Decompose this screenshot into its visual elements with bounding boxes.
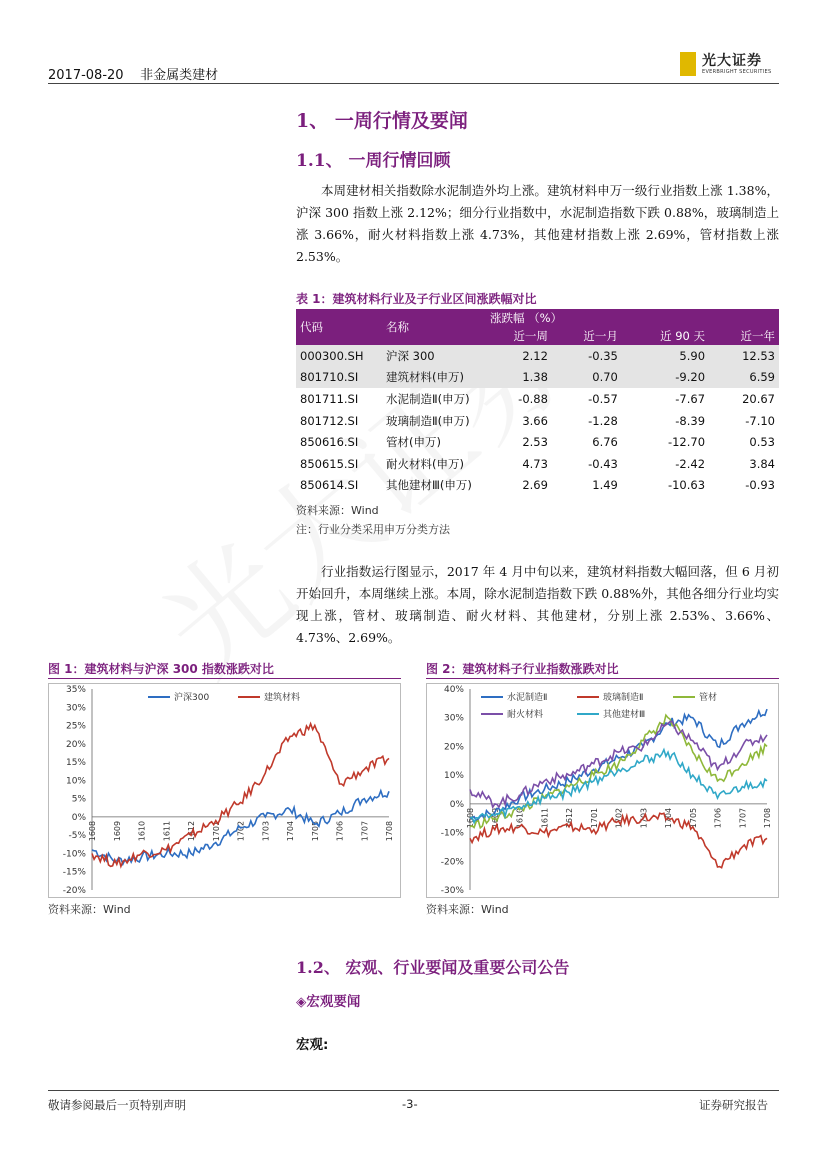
cell-w: -0.88 <box>518 391 548 406</box>
cell-name: 玻璃制造Ⅱ(申万) <box>386 413 470 428</box>
x-tick-label: 1609 <box>490 807 500 829</box>
x-tick-label: 1608 <box>88 820 97 842</box>
table-row <box>296 431 779 453</box>
header-date-section: 2017-08-20 非金属类建材 <box>48 68 219 83</box>
footer-report-type: 证券研究报告 <box>699 1098 768 1112</box>
cell-y: 3.84 <box>749 456 775 471</box>
x-tick-label: 1703 <box>261 820 271 842</box>
cell-code: 801711.SI <box>300 391 359 406</box>
cell-w: 4.73 <box>522 456 548 471</box>
cell-w: 3.66 <box>522 413 548 428</box>
cell-m: 6.76 <box>592 435 618 450</box>
legend-label: 管材 <box>699 693 718 703</box>
x-tick-label: 1705 <box>688 807 698 829</box>
figure-2-divider <box>426 678 779 679</box>
performance-table <box>296 309 779 496</box>
x-tick-label: 1701 <box>211 820 221 842</box>
weekly-review-paragraph <box>296 180 779 268</box>
cell-m: 0.70 <box>552 367 622 389</box>
section-1-1-title: 1.1、 一周行情回顾 <box>296 151 451 171</box>
cell-name: 沪深 300 <box>382 345 482 367</box>
table-row <box>296 410 779 432</box>
table-row <box>296 475 779 497</box>
x-tick-label: 1705 <box>310 820 320 842</box>
y-tick-label: 30% <box>443 713 464 724</box>
x-tick-label: 1703 <box>639 807 649 829</box>
macro-label: 宏观: <box>296 1037 329 1053</box>
cell-name: 耐火材料(申万) <box>386 456 464 471</box>
y-tick-label: -20% <box>62 886 86 896</box>
y-tick-label: 15% <box>65 758 86 769</box>
x-tick-label: 1609 <box>112 820 122 842</box>
x-tick-label: 1610 <box>137 820 147 842</box>
cell-d90: -12.70 <box>667 435 706 450</box>
figure-1-title: 图 1：建筑材料与沪深 300 指数涨跌对比 <box>48 662 274 676</box>
cell-m: -1.28 <box>588 413 618 428</box>
y-tick-label: -30% <box>440 886 464 896</box>
legend-label: 玻璃制造Ⅱ <box>603 693 644 703</box>
x-tick-label: 1708 <box>385 820 394 842</box>
table-1-title: 表 1：建筑材料行业及子行业区间涨跌幅对比 <box>296 292 537 306</box>
table-row <box>296 367 779 389</box>
footer-divider <box>48 1090 779 1091</box>
x-tick-label: 1701 <box>589 807 599 829</box>
chart-1 <box>48 683 401 898</box>
y-tick-label: 25% <box>65 721 86 732</box>
y-tick-label: 0% <box>71 812 86 823</box>
cell-y: 20.67 <box>742 391 775 406</box>
figure-2-title: 图 2：建筑材料子行业指数涨跌对比 <box>426 662 619 676</box>
y-tick-label: 30% <box>65 703 86 714</box>
section-1-2-title: 1.2、 宏观、行业要闻及重要公司公告 <box>296 958 570 977</box>
col-header-name: 名称 <box>382 309 482 345</box>
col-header-period: 近一年 <box>709 327 779 345</box>
cell-m: -0.57 <box>588 391 618 406</box>
cell-y: 0.53 <box>749 435 775 450</box>
x-tick-label: 1612 <box>187 820 196 842</box>
cell-d90: 5.90 <box>622 345 709 367</box>
logo-text-en: EVERBRIGHT SECURITIES <box>702 69 772 75</box>
y-tick-label: 20% <box>443 742 464 753</box>
cell-m: -0.35 <box>552 345 622 367</box>
figure-1-divider <box>48 678 401 679</box>
figure-1-source: 资料来源：Wind <box>48 903 131 916</box>
chart-2 <box>426 683 779 898</box>
y-tick-label: 0% <box>449 799 464 810</box>
x-tick-label: 1612 <box>565 807 574 829</box>
y-tick-label: 10% <box>65 776 86 787</box>
logo-text-cn: 光大证券 <box>702 53 762 69</box>
table-row <box>296 388 779 410</box>
cell-name: 管材(申万) <box>386 435 441 450</box>
col-header-period: 近 90 天 <box>622 327 709 345</box>
x-tick-label: 1611 <box>162 820 172 842</box>
x-tick-label: 1708 <box>763 807 772 829</box>
cell-w: 2.53 <box>522 435 548 450</box>
cell-y: -0.93 <box>745 478 775 493</box>
cell-w: 2.69 <box>522 478 548 493</box>
cell-d90: -8.39 <box>675 413 706 428</box>
table-row <box>296 345 779 367</box>
cell-w: 1.38 <box>482 367 552 389</box>
trend-text: 行业指数运行图显示，2017 年 4 月中旬以来，建筑材料指数大幅回落，但 6 月初开始回升，本周继续上涨。本周，除水泥制造指数下跌 0.88%外，其他各细分行业均实现上涨，管材、玻璃制造、耐火材料、其他建材，分别上涨 2.53%、3.66%、4.73%、2.69%。 <box>296 564 779 645</box>
y-tick-label: 35% <box>65 685 86 695</box>
col-header-period: 近一月 <box>552 327 622 345</box>
chart-frame <box>49 684 401 898</box>
y-tick-label: -10% <box>440 828 464 839</box>
y-tick-label: -10% <box>62 849 86 860</box>
x-tick-label: 1707 <box>360 820 370 842</box>
cell-d90: -9.20 <box>622 367 709 389</box>
legend-label: 建筑材料 <box>264 693 301 703</box>
cell-name: 其他建材Ⅲ(申万) <box>386 478 472 493</box>
x-tick-label: 1704 <box>286 820 295 842</box>
trend-paragraph <box>296 561 779 649</box>
footer-disclaimer: 敬请参阅最后一页特别声明 <box>48 1098 186 1112</box>
legend-label: 耐火材料 <box>507 710 544 720</box>
col-header-code: 代码 <box>296 309 382 345</box>
x-tick-label: 1702 <box>236 820 246 842</box>
cell-code: 850615.SI <box>300 456 359 471</box>
y-tick-label: 5% <box>71 794 86 805</box>
x-tick-label: 1608 <box>466 807 475 829</box>
y-tick-label: 10% <box>443 771 464 782</box>
y-tick-label: -15% <box>62 867 86 878</box>
cell-d90: -7.67 <box>675 391 706 406</box>
cell-name: 水泥制造Ⅱ(申万) <box>386 391 470 406</box>
macro-news-heading: ◈宏观要闻 <box>296 994 361 1010</box>
x-tick-label: 1610 <box>515 807 525 829</box>
x-tick-label: 1704 <box>664 807 673 829</box>
header-divider <box>48 83 779 84</box>
table-row <box>296 453 779 475</box>
cell-d90: -10.63 <box>667 478 706 493</box>
legend-label: 沪深300 <box>174 693 210 703</box>
logo-mark-icon <box>680 52 696 76</box>
cell-code: 850616.SI <box>300 435 359 450</box>
y-tick-label: 20% <box>65 739 86 750</box>
page-number: -3- <box>402 1097 418 1111</box>
cell-d90: -2.42 <box>675 456 706 471</box>
cell-code: 801712.SI <box>300 413 359 428</box>
x-tick-label: 1706 <box>335 820 345 842</box>
weekly-review-text: 本周建材相关指数除水泥制造外均上涨。建筑材料申万一级行业指数上涨 1.38%，沪深 300 指数上涨 2.12%；细分行业指数中，水泥制造指数下跌 0.88%，玻璃制造上涨 3.66%，耐火材料指数上涨 4.73%，其他建材指数上涨 2.69%，管材指数上涨 2.53%。 <box>296 183 779 264</box>
table-source: 资料来源：Wind <box>296 504 379 517</box>
cell-y: 12.53 <box>709 345 779 367</box>
x-tick-label: 1706 <box>713 807 723 829</box>
x-tick-label: 1702 <box>614 807 624 829</box>
company-logo <box>680 50 780 80</box>
y-tick-label: -20% <box>440 857 464 868</box>
cell-y: -7.10 <box>745 413 775 428</box>
y-tick-label: -5% <box>68 831 86 842</box>
x-tick-label: 1707 <box>738 807 748 829</box>
table-note: 注：行业分类采用申万分类方法 <box>296 523 450 536</box>
cell-w: 2.12 <box>482 345 552 367</box>
cell-m: 1.49 <box>592 478 618 493</box>
cell-y: 6.59 <box>709 367 779 389</box>
legend-label: 其他建材Ⅲ <box>603 710 646 720</box>
legend-label: 水泥制造Ⅱ <box>507 693 548 703</box>
cell-m: -0.43 <box>588 456 618 471</box>
figure-2-source: 资料来源：Wind <box>426 903 509 916</box>
section-1-title: 1、 一周行情及要闻 <box>296 110 468 132</box>
cell-code: 000300.SH <box>296 345 382 367</box>
col-header-period: 近一周 <box>482 327 552 345</box>
x-tick-label: 1611 <box>540 807 550 829</box>
y-tick-label: 40% <box>443 685 464 695</box>
col-header-change: 涨跌幅 （%） <box>482 309 779 327</box>
cell-name: 建筑材料(申万) <box>382 367 482 389</box>
cell-code: 850614.SI <box>300 478 359 493</box>
cell-code: 801710.SI <box>296 367 382 389</box>
